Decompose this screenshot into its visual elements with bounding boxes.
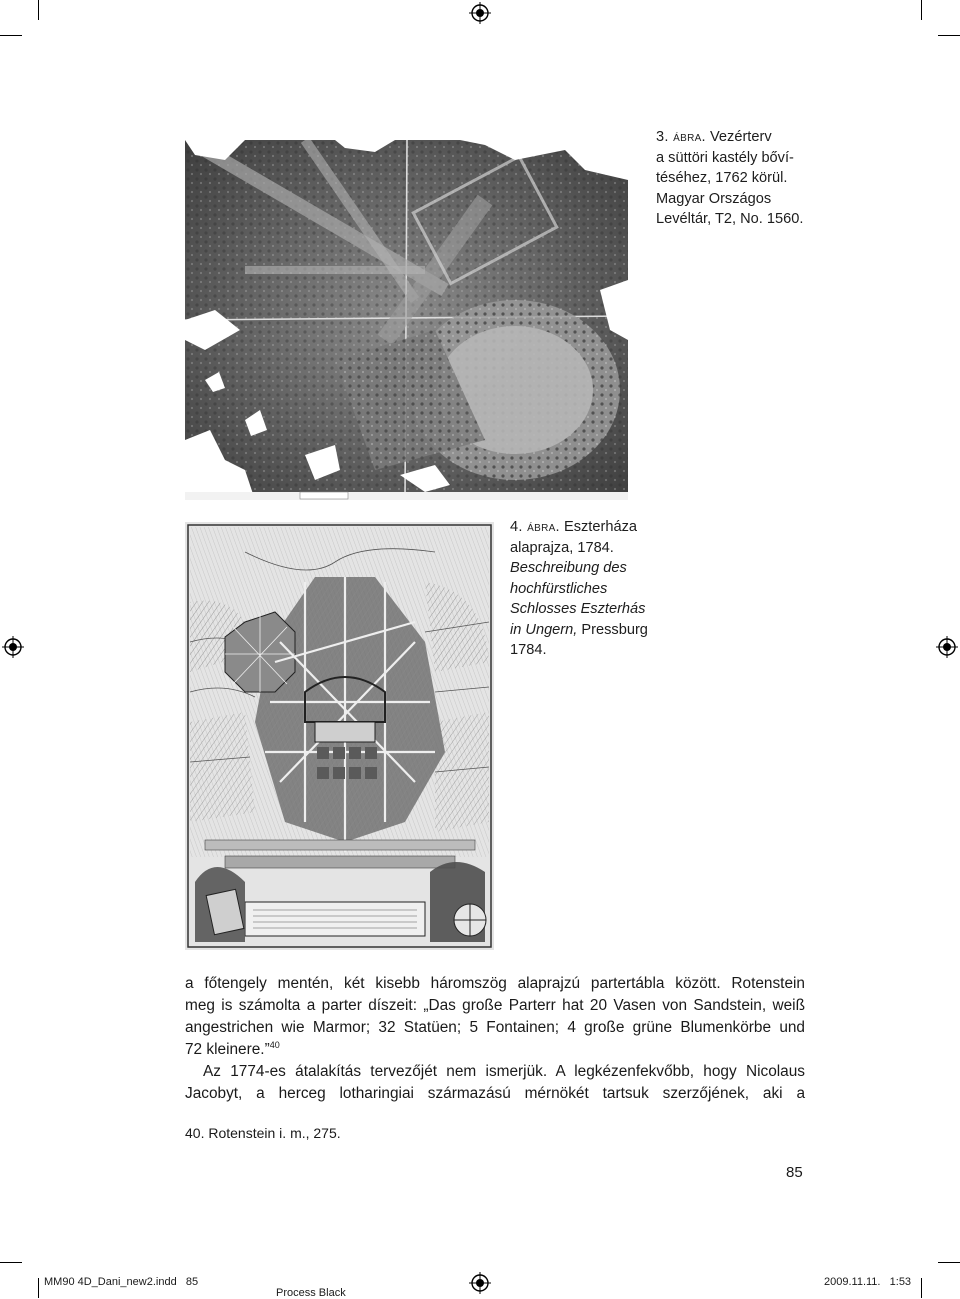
footnote-ref-40: 40 xyxy=(269,1039,280,1050)
crop-mark-bottom-right-h xyxy=(938,1262,960,1263)
figure-4-caption-line-2: alaprajza, 1784. xyxy=(510,539,614,556)
footnote-text: Rotenstein i. m., 275. xyxy=(208,1125,341,1141)
figure-3-caption-title: Vezérterv xyxy=(709,129,772,145)
figure-3-caption-line-4: Magyar Országos xyxy=(656,190,772,207)
figure-4-caption-line-7: 1784. xyxy=(510,642,547,658)
crop-mark-bottom-left-h xyxy=(0,1262,22,1263)
slug-color: Process Black xyxy=(276,1287,346,1299)
registration-mark-top-icon xyxy=(469,2,491,24)
registration-mark-bottom-icon xyxy=(469,1272,491,1294)
footnote-number: 40. xyxy=(185,1125,205,1141)
crop-mark-top-right-h xyxy=(938,35,960,36)
figure-4-caption-title: Eszterháza xyxy=(563,519,637,535)
body-line-2: meg is számolta a parter díszeit: „Das große Parterr hat 20 Vasen von Sandstein, weiß xyxy=(185,997,805,1014)
crop-mark-top-left-h xyxy=(0,35,22,36)
body-line-1: a főtengely mentén, két kisebb háromszög alaprajzú partertábla között. Rotenstein xyxy=(185,975,805,992)
figure-4-image xyxy=(185,522,494,950)
body-line-4-text: 72 kleinere.” xyxy=(185,1041,270,1058)
figure-4-caption-line-6 xyxy=(510,620,648,641)
figure-4-caption xyxy=(510,517,648,661)
figure-3-caption-line-2: a süttöri kastély bőví- xyxy=(656,149,794,166)
figure-3-plan-photo xyxy=(185,140,628,500)
page-number: 85 xyxy=(786,1164,803,1181)
figure-3-image xyxy=(185,140,628,500)
slug-date: 2009.11.11. 1:53 xyxy=(824,1276,912,1288)
figure-3-caption-line-1 xyxy=(656,127,803,148)
crop-mark-bottom-left-v xyxy=(38,1278,39,1298)
figure-4-caption-in: in Ungern, xyxy=(510,621,578,638)
figure-4-caption-line-1 xyxy=(510,517,648,538)
figure-3-caption-line-3: téséhez, 1762 körül. xyxy=(656,170,788,186)
figure-4-caption-line-5: Schlosses Eszterhás xyxy=(510,601,646,617)
crop-mark-bottom-right-v xyxy=(921,1278,922,1298)
figure-3-number: 3. ábra. xyxy=(656,129,706,145)
body-line-4 xyxy=(185,1039,805,1061)
figure-4-caption-place: Pressburg xyxy=(581,621,648,638)
body-line-3: angestrichen wie Marmor; 32 Statüen; 5 Fontainen; 4 große grüne Blumenkörbe und xyxy=(185,1019,805,1036)
body-line-6: Jacobyt, a herceg lotharingiai származású mérnökét tartsuk szerzőjének, aki a xyxy=(185,1085,805,1102)
figure-4-number: 4. ábra. xyxy=(510,519,560,535)
body-line-5: Az 1774-es átalakítás tervezőjét nem ismerjük. A legkézenfekvőbb, hogy Nicolaus xyxy=(203,1063,805,1080)
slug-file: MM90 4D_Dani_new2.indd 85 xyxy=(44,1276,199,1288)
figure-3-caption-line-5: Levéltár, T2, No. 1560. xyxy=(656,211,804,227)
footnote xyxy=(185,1125,341,1141)
figure-3-caption xyxy=(656,127,803,230)
registration-mark-right-icon xyxy=(936,636,958,658)
crop-mark-top-right-v xyxy=(921,0,922,20)
crop-mark-top-left-v xyxy=(38,0,39,20)
figure-4-engraved-plan xyxy=(185,522,494,950)
figure-4-caption-line-4: hochfürstliches xyxy=(510,580,608,597)
registration-mark-left-icon xyxy=(2,636,24,658)
figure-4-caption-line-3: Beschreibung des xyxy=(510,560,627,576)
